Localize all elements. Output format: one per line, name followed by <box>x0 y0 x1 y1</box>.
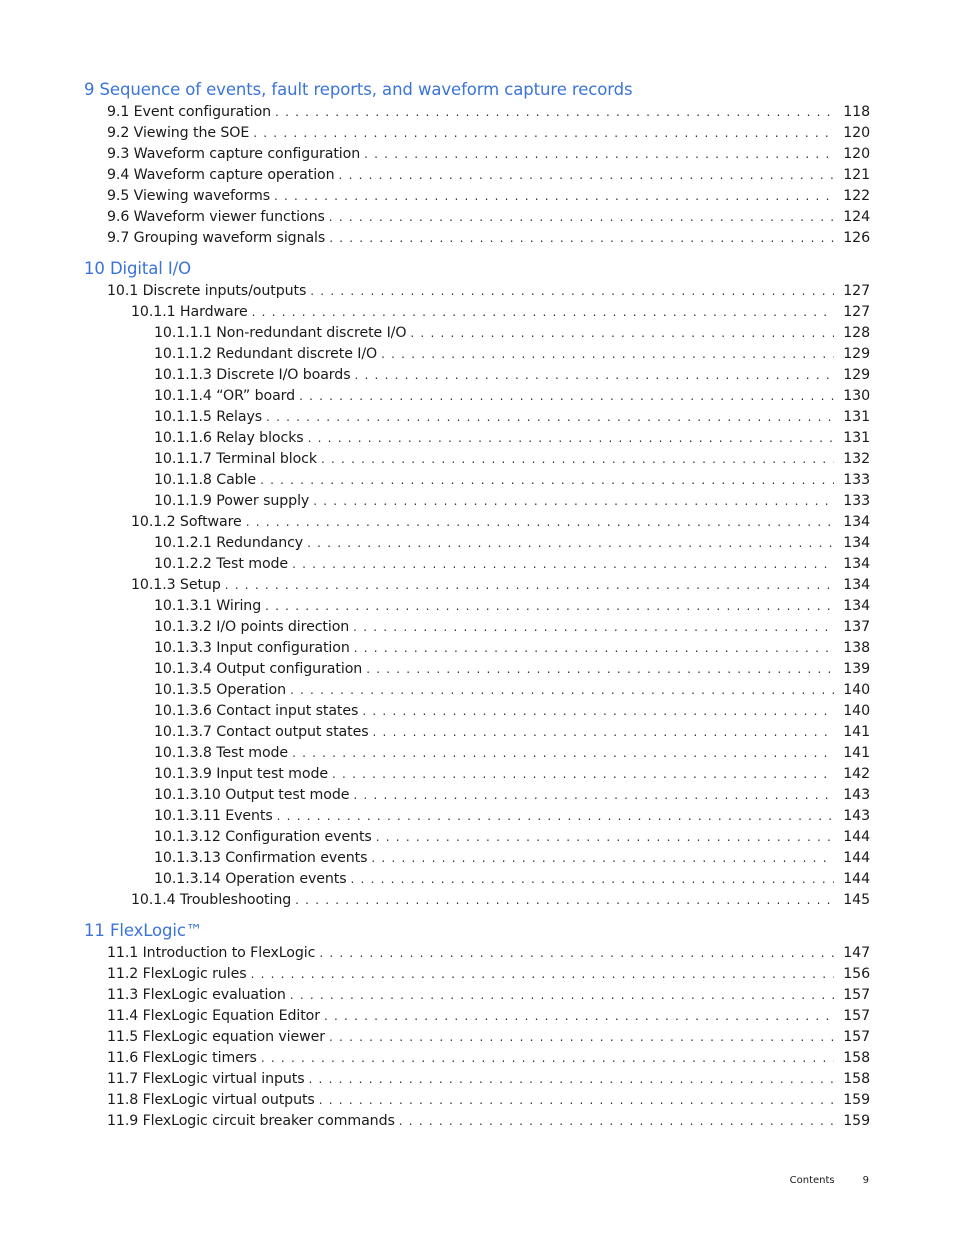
toc-entry-label: 9.5 Viewing waveforms <box>107 188 270 204</box>
toc-entry-page: 143 <box>843 808 870 824</box>
toc-section <box>84 78 870 249</box>
toc-entry[interactable] <box>84 638 870 659</box>
dot-leader <box>307 533 834 554</box>
toc-entry-label: 10.1.3.8 Test mode <box>154 745 289 761</box>
toc-entry[interactable] <box>84 344 870 365</box>
toc-entry-label: 10.1.1.1 Non-redundant discrete I/O <box>154 325 407 341</box>
toc-entry[interactable] <box>84 207 870 228</box>
dot-leader <box>275 102 834 123</box>
toc-entry-page: 133 <box>843 472 870 488</box>
toc-entry[interactable] <box>84 102 870 123</box>
toc-entry[interactable] <box>84 869 870 890</box>
toc-entry-page: 134 <box>843 577 870 593</box>
toc-entry-label: 9.1 Event configuration <box>107 104 272 120</box>
toc-entry-label: 10.1.3.11 Events <box>154 808 273 824</box>
toc-entry[interactable] <box>84 449 870 470</box>
toc-entry-label: 10.1.3.14 Operation events <box>154 871 347 887</box>
toc-entry[interactable] <box>84 985 870 1006</box>
toc-entry[interactable] <box>84 1027 870 1048</box>
dot-leader <box>353 617 834 638</box>
toc-entry-page: 143 <box>843 787 870 803</box>
toc-entry-label: 10.1.1.4 “OR” board <box>154 388 296 404</box>
toc-entry-page: 134 <box>843 514 870 530</box>
toc-entry-label: 9.3 Waveform capture configuration <box>107 146 361 162</box>
toc-entry-page: 128 <box>843 325 870 341</box>
toc-entry-label: 10.1.1.6 Relay blocks <box>154 430 304 446</box>
table-of-contents <box>84 78 870 1132</box>
toc-entry[interactable] <box>84 722 870 743</box>
toc-entry[interactable] <box>84 964 870 985</box>
toc-entry[interactable] <box>84 827 870 848</box>
toc-entry-label: 10.1.1 Hardware <box>131 304 248 320</box>
dot-leader <box>354 638 834 659</box>
toc-entry-page: 133 <box>843 493 870 509</box>
toc-entry-page: 142 <box>843 766 870 782</box>
toc-entry[interactable] <box>84 386 870 407</box>
dot-leader <box>353 785 834 806</box>
toc-entry[interactable] <box>84 186 870 207</box>
toc-entry[interactable] <box>84 554 870 575</box>
toc-entry-label: 11.9 FlexLogic circuit breaker commands <box>107 1113 395 1129</box>
toc-entry-label: 10.1.2 Software <box>131 514 242 530</box>
toc-entry[interactable] <box>84 806 870 827</box>
toc-entry[interactable] <box>84 743 870 764</box>
dot-leader <box>381 344 834 365</box>
toc-entry-label: 10.1 Discrete inputs/outputs <box>107 283 307 299</box>
toc-entry[interactable] <box>84 407 870 428</box>
toc-entry[interactable] <box>84 228 870 249</box>
toc-entry-page: 159 <box>843 1113 870 1129</box>
toc-entry[interactable] <box>84 701 870 722</box>
toc-entry-label: 11.2 FlexLogic rules <box>107 966 247 982</box>
toc-entry-label: 10.1.3.3 Input configuration <box>154 640 350 656</box>
toc-entry-page: 158 <box>843 1071 870 1087</box>
toc-entry-label: 10.1.3.4 Output configuration <box>154 661 363 677</box>
toc-entry-label: 10.1.3.10 Output test mode <box>154 787 350 803</box>
toc-entry[interactable] <box>84 165 870 186</box>
toc-entry-page: 141 <box>843 724 870 740</box>
toc-entry[interactable] <box>84 575 870 596</box>
toc-entry-page: 157 <box>843 987 870 1003</box>
toc-entry[interactable] <box>84 764 870 785</box>
toc-entry-label: 10.1.1.2 Redundant discrete I/O <box>154 346 378 362</box>
toc-entry[interactable] <box>84 281 870 302</box>
toc-entry-label: 10.1.1.7 Terminal block <box>154 451 317 467</box>
dot-leader <box>376 827 834 848</box>
dot-leader <box>309 1069 834 1090</box>
toc-entry[interactable] <box>84 491 870 512</box>
toc-entry[interactable] <box>84 533 870 554</box>
toc-entry-label: 10.1.3.7 Contact output states <box>154 724 369 740</box>
toc-entry[interactable] <box>84 1111 870 1132</box>
dot-leader <box>364 144 834 165</box>
toc-entry[interactable] <box>84 890 870 911</box>
dot-leader <box>274 186 834 207</box>
dot-leader <box>265 596 834 617</box>
toc-entry[interactable] <box>84 512 870 533</box>
toc-entry-label: 9.4 Waveform capture operation <box>107 167 335 183</box>
section-heading-link[interactable]: 11 FlexLogic™ <box>84 921 203 940</box>
toc-entry-page: 157 <box>843 1029 870 1045</box>
toc-entry[interactable] <box>84 1090 870 1111</box>
toc-entry-page: 134 <box>843 556 870 572</box>
toc-entry-page: 131 <box>843 430 870 446</box>
toc-entry-page: 131 <box>843 409 870 425</box>
toc-entry-page: 140 <box>843 682 870 698</box>
toc-entry[interactable] <box>84 659 870 680</box>
toc-entry-page: 129 <box>843 367 870 383</box>
dot-leader <box>261 1048 834 1069</box>
toc-entry[interactable] <box>84 1048 870 1069</box>
toc-entry-label: 11.7 FlexLogic virtual inputs <box>107 1071 305 1087</box>
toc-entry-label: 10.1.3.2 I/O points direction <box>154 619 350 635</box>
dot-leader <box>321 449 834 470</box>
dot-leader <box>351 869 834 890</box>
toc-entry[interactable] <box>84 428 870 449</box>
dot-leader <box>292 554 834 575</box>
dot-leader <box>399 1111 834 1132</box>
toc-entry-label: 10.1.4 Troubleshooting <box>131 892 292 908</box>
toc-entry-label: 10.1.3 Setup <box>131 577 221 593</box>
toc-entry-page: 121 <box>843 167 870 183</box>
toc-entry-label: 10.1.3.9 Input test mode <box>154 766 329 782</box>
toc-entry-label: 9.6 Waveform viewer functions <box>107 209 325 225</box>
toc-entry-label: 11.6 FlexLogic timers <box>107 1050 257 1066</box>
toc-entry-label: 10.1.2.1 Redundancy <box>154 535 304 551</box>
dot-leader <box>339 165 834 186</box>
dot-leader <box>329 1027 834 1048</box>
toc-entry-page: 145 <box>843 892 870 908</box>
dot-leader <box>373 722 834 743</box>
toc-entry[interactable] <box>84 365 870 386</box>
dot-leader <box>371 848 834 869</box>
toc-entry-label: 10.1.3.5 Operation <box>154 682 286 698</box>
toc-entry-page: 141 <box>843 745 870 761</box>
toc-entry-label: 9.7 Grouping waveform signals <box>107 230 326 246</box>
dot-leader <box>260 470 834 491</box>
dot-leader <box>354 365 834 386</box>
toc-section <box>84 257 870 911</box>
toc-entry-label: 10.1.1.8 Cable <box>154 472 257 488</box>
dot-leader <box>366 659 834 680</box>
dot-leader <box>225 575 834 596</box>
toc-entry[interactable] <box>84 785 870 806</box>
toc-entry-label: 10.1.1.5 Relays <box>154 409 263 425</box>
dot-leader <box>362 701 834 722</box>
toc-entry-page: 130 <box>843 388 870 404</box>
toc-entry-page: 120 <box>843 125 870 141</box>
toc-entry-label: 11.8 FlexLogic virtual outputs <box>107 1092 315 1108</box>
dot-leader <box>410 323 834 344</box>
toc-entry[interactable] <box>84 123 870 144</box>
section-heading-link[interactable]: 10 Digital I/O <box>84 259 192 278</box>
dot-leader <box>329 228 834 249</box>
toc-entry[interactable] <box>84 1006 870 1027</box>
toc-entry-label: 10.1.1.9 Power supply <box>154 493 310 509</box>
toc-entry-page: 138 <box>843 640 870 656</box>
toc-entry-page: 132 <box>843 451 870 467</box>
toc-entry-label: 11.3 FlexLogic evaluation <box>107 987 286 1003</box>
dot-leader <box>290 680 834 701</box>
dot-leader <box>332 764 834 785</box>
section-heading-link[interactable]: 9 Sequence of events, fault reports, and waveform capture records <box>84 80 633 99</box>
toc-entry-label: 10.1.3.6 Contact input states <box>154 703 359 719</box>
toc-entry-page: 144 <box>843 871 870 887</box>
toc-entry-page: 144 <box>843 829 870 845</box>
toc-entry-label: 11.1 Introduction to FlexLogic <box>107 945 316 961</box>
footer-page-number: 9 <box>862 1175 869 1186</box>
toc-entry-page: 134 <box>843 598 870 614</box>
toc-entry-page: 144 <box>843 850 870 866</box>
toc-entry[interactable] <box>84 596 870 617</box>
toc-entry-page: 124 <box>843 209 870 225</box>
dot-leader <box>252 302 834 323</box>
toc-entry-label: 11.4 FlexLogic Equation Editor <box>107 1008 320 1024</box>
toc-entry-page: 120 <box>843 146 870 162</box>
dot-leader <box>246 512 834 533</box>
dot-leader <box>251 964 834 985</box>
toc-entry-label: 10.1.3.1 Wiring <box>154 598 262 614</box>
dot-leader <box>329 207 834 228</box>
toc-entry-label: 10.1.2.2 Test mode <box>154 556 289 572</box>
toc-entry-page: 137 <box>843 619 870 635</box>
page-footer <box>790 1175 869 1186</box>
dot-leader <box>277 806 834 827</box>
toc-entry[interactable] <box>84 848 870 869</box>
dot-leader <box>319 943 834 964</box>
dot-leader <box>290 985 834 1006</box>
toc-entry-page: 127 <box>843 304 870 320</box>
toc-entry[interactable] <box>84 1069 870 1090</box>
toc-entry-page: 127 <box>843 283 870 299</box>
dot-leader <box>313 491 834 512</box>
dot-leader <box>310 281 834 302</box>
dot-leader <box>253 123 834 144</box>
toc-section <box>84 919 870 1132</box>
toc-entry-page: 157 <box>843 1008 870 1024</box>
toc-entry[interactable] <box>84 617 870 638</box>
toc-entry-page: 118 <box>843 104 870 120</box>
dot-leader <box>295 890 834 911</box>
toc-entry-label: 10.1.3.12 Configuration events <box>154 829 372 845</box>
dot-leader <box>324 1006 834 1027</box>
toc-entry-page: 139 <box>843 661 870 677</box>
dot-leader <box>319 1090 834 1111</box>
toc-entry[interactable] <box>84 470 870 491</box>
toc-entry-label: 9.2 Viewing the SOE <box>107 125 250 141</box>
toc-entry-page: 147 <box>843 945 870 961</box>
dot-leader <box>299 386 834 407</box>
toc-entry-label: 10.1.3.13 Confirmation events <box>154 850 368 866</box>
toc-entry[interactable] <box>84 302 870 323</box>
toc-entry-page: 129 <box>843 346 870 362</box>
footer-label: Contents <box>789 1175 835 1186</box>
toc-entry[interactable] <box>84 680 870 701</box>
toc-entry[interactable] <box>84 323 870 344</box>
toc-entry-page: 156 <box>843 966 870 982</box>
toc-entry-page: 126 <box>843 230 870 246</box>
toc-entry-page: 134 <box>843 535 870 551</box>
dot-leader <box>292 743 834 764</box>
dot-leader <box>266 407 834 428</box>
toc-entry[interactable] <box>84 943 870 964</box>
toc-entry-page: 159 <box>843 1092 870 1108</box>
toc-entry-label: 11.5 FlexLogic equation viewer <box>107 1029 326 1045</box>
toc-entry-page: 122 <box>843 188 870 204</box>
toc-entry-page: 158 <box>843 1050 870 1066</box>
toc-entry-page: 140 <box>843 703 870 719</box>
toc-entry-label: 10.1.1.3 Discrete I/O boards <box>154 367 351 383</box>
toc-entry[interactable] <box>84 144 870 165</box>
dot-leader <box>308 428 834 449</box>
